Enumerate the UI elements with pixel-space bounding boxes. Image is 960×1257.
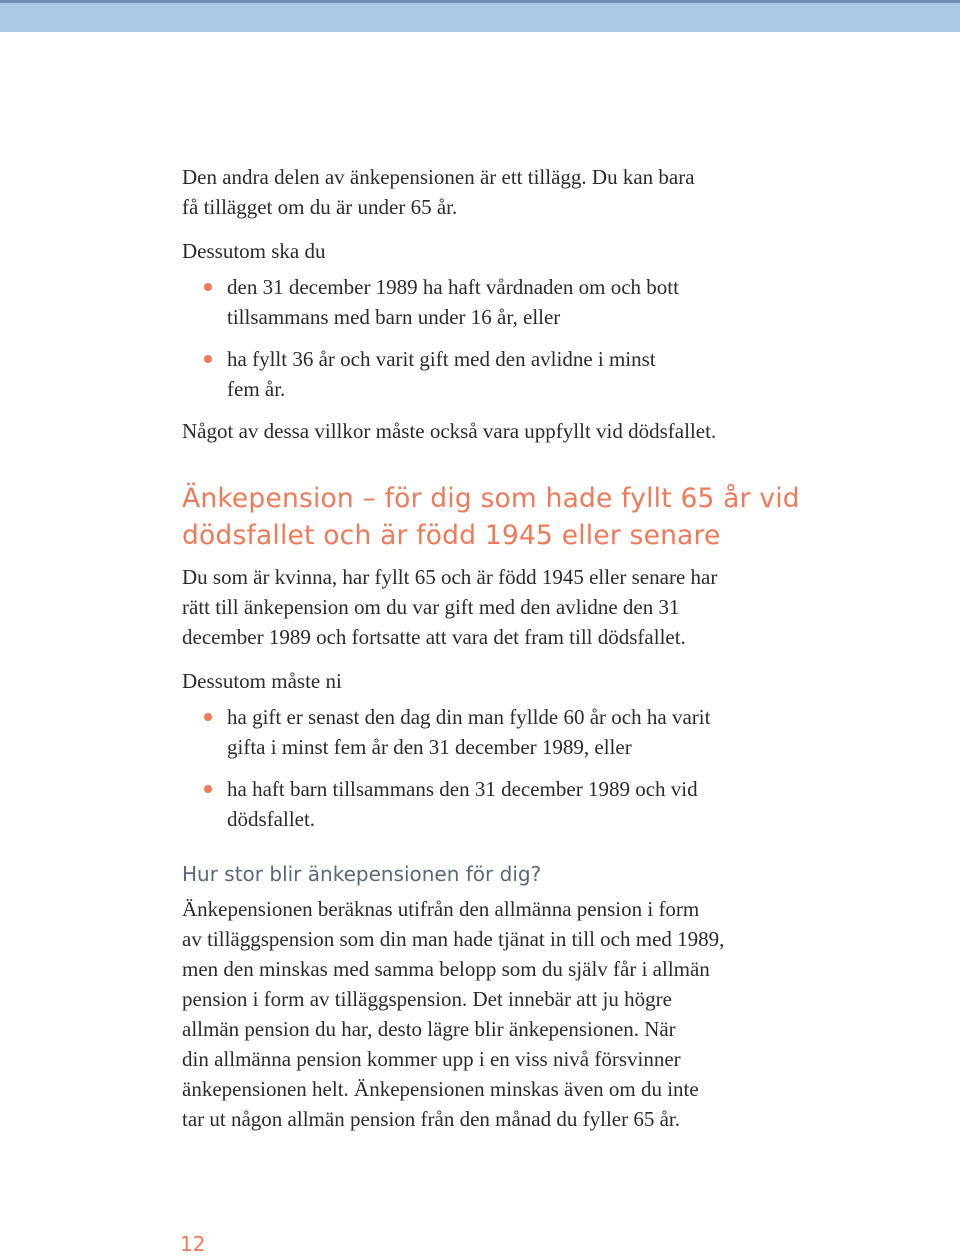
list-item-line: tillsammans med barn under 16 år, eller (227, 305, 561, 329)
list-item (182, 702, 822, 762)
subheading-how-much: Hur stor blir änkepensionen för dig? (182, 862, 542, 886)
intro-line: Den andra delen av änkepensionen är ett tillägg. Du kan bara (182, 165, 695, 189)
paragraph-line: december 1989 och fortsatte att vara det fram till dödsfallet. (182, 625, 686, 649)
bullet-dot-icon (204, 785, 212, 793)
paragraph-line: allmän pension du har, desto lägre blir änkepensionen. När (182, 1017, 676, 1041)
list-item-line: ha haft barn tillsammans den 31 december 1989 och vid (227, 777, 698, 801)
list-item-line: gifta i minst fem år den 31 december 1989, eller (227, 735, 632, 759)
section1-lead: Dessutom måste ni (182, 669, 342, 693)
list-item-line: dödsfallet. (227, 807, 316, 831)
paragraph-line: men den minskas med samma belopp som du själv får i allmän (182, 957, 710, 981)
intro-lead: Dessutom ska du (182, 239, 326, 263)
paragraph-line: Du som är kvinna, har fyllt 65 och är född 1945 eller senare har (182, 565, 718, 589)
intro-bullet-list (182, 272, 822, 404)
section1-bullet-list (182, 702, 822, 834)
bullet-dot-icon (204, 713, 212, 721)
paragraph-line: pension i form av tilläggspension. Det innebär att ju högre (182, 987, 672, 1011)
page-number: 12 (180, 1232, 206, 1256)
paragraph-line: tar ut någon allmän pension från den månad du fyller 65 år. (182, 1107, 681, 1131)
section2-paragraph (182, 894, 822, 1134)
list-item-line: ha gift er senast den dag din man fyllde 60 år och ha varit (227, 705, 711, 729)
list-item-line: fem år. (227, 377, 286, 401)
paragraph-line: änkepensionen helt. Änkepensionen minskas även om du inte (182, 1077, 699, 1101)
bullet-dot-icon (204, 283, 212, 291)
intro-line: få tillägget om du är under 65 år. (182, 195, 458, 219)
list-item-line: ha fyllt 36 år och varit gift med den avlidne i minst (227, 347, 656, 371)
top-color-band (0, 0, 960, 32)
list-item (182, 344, 822, 404)
section1-paragraph (182, 562, 822, 652)
section-heading-widow-pension (182, 480, 822, 554)
list-item-line: den 31 december 1989 ha haft vårdnaden om och bott (227, 275, 679, 299)
page-content (182, 162, 822, 1134)
heading-line: dödsfallet och är född 1945 eller senare (182, 520, 721, 551)
paragraph-line: av tilläggspension som din man hade tjänat in till och med 1989, (182, 927, 725, 951)
paragraph-line: rätt till änkepension om du var gift med den avlidne den 31 (182, 595, 680, 619)
list-item (182, 272, 822, 332)
intro-closing: Något av dessa villkor måste också vara uppfyllt vid dödsfallet. (182, 419, 717, 443)
list-item (182, 774, 822, 834)
bullet-dot-icon (204, 355, 212, 363)
heading-line: Änkepension – för dig som hade fyllt 65 år vid (182, 483, 800, 514)
paragraph-line: din allmänna pension kommer upp i en viss nivå försvinner (182, 1047, 681, 1071)
paragraph-line: Änkepensionen beräknas utifrån den allmänna pension i form (182, 897, 700, 921)
intro-paragraph (182, 162, 822, 222)
